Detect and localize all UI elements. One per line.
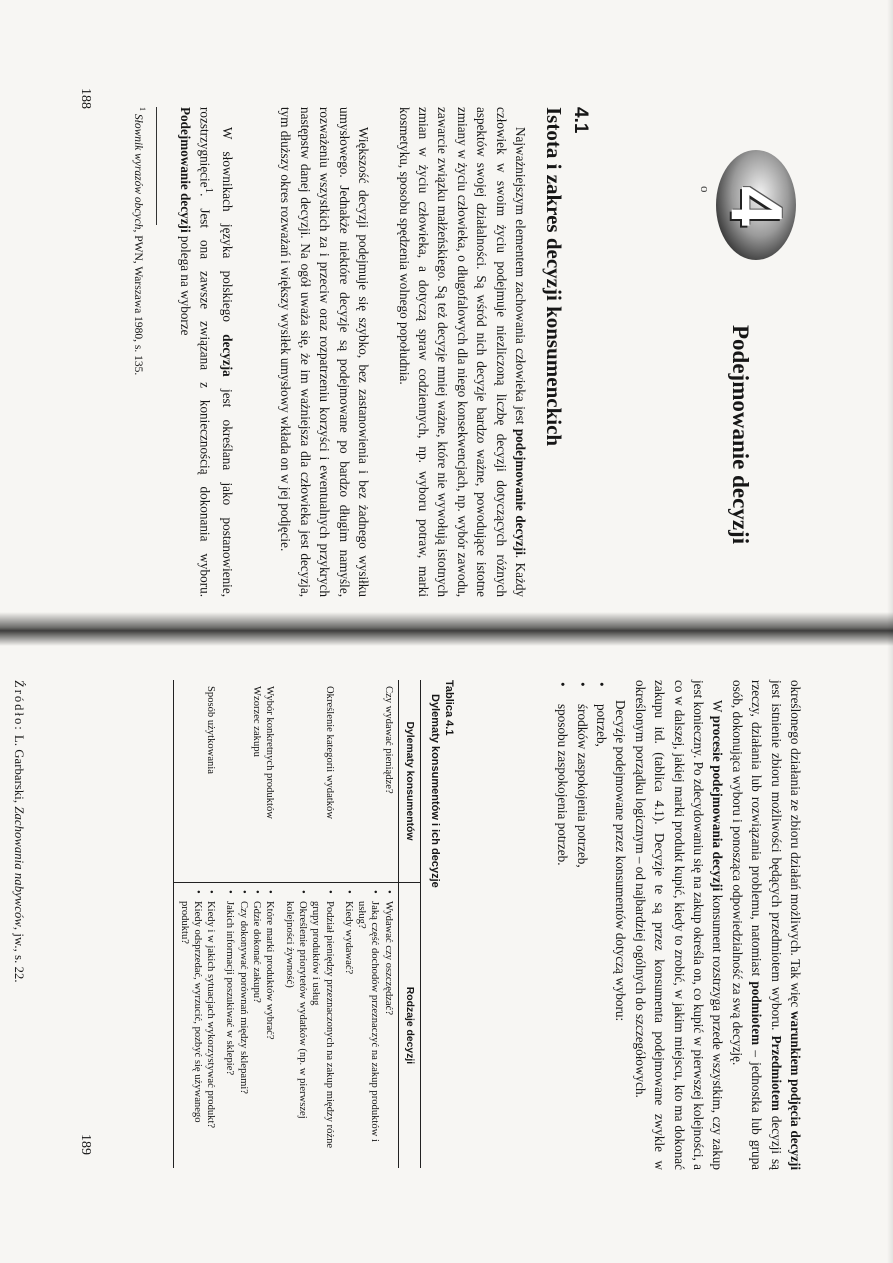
- table-source: [11, 680, 26, 1170]
- footnote-rule: [156, 107, 157, 225]
- source-title: Zachowania nabywców: [12, 806, 26, 927]
- right-page-text: [553, 680, 805, 1170]
- table-header-row: [398, 680, 420, 1168]
- list-item: • Określenie priorytetów wydatków (np. w pierwszej kolejności żywność): [282, 901, 309, 1162]
- dilemma: Czy wydawać pieniądze?: [382, 686, 394, 794]
- text: Większość decyzji podejmuje się szybko, bez zastanowienia i bez żadnego wysiłku umysłowego. Jednakże niektóre decyzje są podejmowane po bardzo długim namyśle, rozważeniu wszystkich za i przeciw oraz rozpatrzeniu korzyści i ewentualnych przykrych następstw danej decyzji. Na ogół uważa się, że im ważniejsza dla człowieka jest decyzja, tym dłuższy okres rozważań i większy wysiłek umysłowy wkłada on w jej podjęcie.: [278, 107, 371, 597]
- text: jest określana jako postanowienie, rozstrzygnięcie: [197, 107, 235, 597]
- list-item: • Kiedy i w jakich sytuacjach wykorzystywać produkt?: [204, 901, 217, 1162]
- table-row: [174, 680, 220, 1168]
- chapter-mark: o: [698, 186, 713, 193]
- list-item: • Kiedy odsprzedać, wyrzucić, pozbyć się używanego produktu?: [177, 901, 204, 1162]
- table-cell: [279, 680, 338, 883]
- footnote-marker: 1: [138, 107, 147, 111]
- term: podmiotem: [749, 981, 765, 1046]
- text: określonego działania ze zbioru działań możliwych. Tak więc: [788, 680, 803, 1012]
- text: Najważniejszym elementem zachowania człowieka jest: [513, 127, 528, 429]
- column-header: Dylematy konsumentów: [398, 680, 420, 883]
- list-item: • sposobu zaspokojenia potrzeb.: [553, 704, 572, 1170]
- term: decyzja: [220, 334, 235, 377]
- table-row: [279, 680, 338, 1168]
- source-label: Źródło:: [12, 680, 26, 732]
- table-caption: Dylematy konsumentów i ich decyzje: [429, 694, 441, 888]
- text: jest istnienie zbioru możliwości będących przedmiotem wyboru.: [768, 680, 784, 1036]
- text: W: [710, 700, 726, 716]
- list-item: • środków zaspokojenia potrzeb,: [572, 704, 591, 1170]
- table-cell: [339, 680, 399, 883]
- bullet-list: [553, 680, 611, 1170]
- text: decyzji są rzeczy, działania lub rozwiązania problemu, natomiast: [749, 680, 784, 1170]
- list-item: • Jakich informacji poszukiwać w sklepie?: [223, 901, 236, 1162]
- source-text: , jw., s. 22.: [12, 926, 26, 983]
- table-cell: [279, 883, 338, 1169]
- footnote-ref: 1: [202, 187, 215, 194]
- list-item: • Kiedy wydawać?: [342, 901, 355, 1162]
- decision-list: [223, 889, 276, 1162]
- section-number: 4.1: [570, 107, 591, 134]
- list-item: • Które marki produktów wybrać?: [263, 901, 276, 1162]
- paragraph-1: [394, 107, 530, 597]
- text: – jednostka lub grupa osób, dokonująca wyboru i ponosząca odpowiedzialność za swą decyzję.: [729, 680, 765, 1171]
- decision-list: [177, 889, 217, 1162]
- term: procesie podejmowania decyzji: [710, 715, 726, 892]
- list-item: • Jaką część dochodów przeznaczyć na zakup produktów i usług?: [355, 901, 382, 1162]
- paragraph-3: [175, 107, 237, 597]
- list-item: • Wydawać czy oszczędzać?: [381, 901, 394, 1162]
- page-number: 189: [78, 1134, 93, 1155]
- text: . Każdy człowiek w swoim życiu podejmuje niezliczoną liczbę decyzji dotyczących różnych aspektów swojej działalności. Są wśród nich decyzje bardzo ważne, powodujące istotne zmiany w życiu człowieka, o długofalowych dla niego konsekwencjach, np. wybór zawodu, zawarcie związku małżeńskiego. Są też decyzje mniej ważne, które nie wywołują istotnych zmian w życiu człowieka, a dotyczą spraw codziennych, np. wyboru potraw, marki kosmetyku, sposobu spędzenia wolnego popołudnia.: [396, 107, 528, 598]
- section-title: Istota i zakres decyzji konsumenckich: [542, 107, 566, 447]
- list-item: • potrzeb,: [592, 704, 611, 1170]
- source-text: L. Garbarski,: [12, 731, 26, 807]
- table-cell: [174, 883, 220, 1169]
- footnote-text: , PWN, Warszawa 1980, s. 135.: [132, 229, 145, 376]
- column-header: Rodzaje decyzji: [398, 883, 420, 1169]
- chapter-number: 4: [716, 185, 796, 227]
- table-cell: [174, 680, 220, 883]
- dilemmas-table: [173, 680, 421, 1168]
- page-number: 188: [78, 88, 93, 109]
- book-spine-shadow: [0, 612, 893, 646]
- text: Decyzje podejmowane przez konsumentów dotyczą wyboru:: [613, 700, 629, 1022]
- footnote: [131, 107, 149, 597]
- table-cell: [220, 680, 279, 883]
- dilemma: Sposób użytkowania: [205, 686, 217, 774]
- list-item: • Podział pieniędzy przeznaczonych na zakup między różne grupy produktów i usług: [309, 901, 336, 1162]
- table-cell: [220, 883, 279, 1169]
- table-label: [428, 680, 456, 888]
- table-row: [220, 680, 279, 1168]
- chapter-title: Podejmowanie decyzji: [728, 325, 753, 545]
- text: W słownikach języka polskiego: [220, 127, 235, 335]
- paragraph-2: [276, 107, 373, 597]
- dilemma: Wybór konkretnych produktów: [264, 686, 276, 819]
- text: konsument rozstrzyga przede wszystkim, czy zakup jest konieczny. Po zdecydowaniu się na zakup określa on, co kupić w pierwszej kolejności, a co w dalszej, jakiej marki produkt kupić, kiedy to zrobić, w jakim miejscu, kto ma dokonać zakupu itd. (tablica 4.1). Decyzje te są przez konsumenta podejmowane zwykle w określonym porządku logicznym – od najbardziej ogólnych do szczegółowych.: [632, 680, 726, 1170]
- table-cell: [339, 883, 399, 1169]
- table-row: [339, 680, 399, 1168]
- term: Przedmiotem: [768, 1035, 784, 1111]
- term: Podejmowanie decyzji: [177, 107, 193, 233]
- dilemma: Określenie kategorii wydatków: [323, 686, 335, 819]
- dilemma: Wzorzec zakupu: [251, 686, 263, 757]
- left-page: [0, 0, 893, 612]
- decision-list: [342, 889, 395, 1162]
- text: polega na wyborze: [177, 232, 193, 336]
- list-item: • Czy dokonywać porównań między sklepami?: [236, 901, 249, 1162]
- term: warunkiem podjęcia decyzji: [788, 1011, 803, 1170]
- list-item: • Gdzie dokonać zakupu?: [250, 901, 263, 1162]
- term: podejmowanie decyzji: [513, 428, 528, 555]
- text: . Jest ona zawsze związana z koniecznością dokonania wyboru.: [197, 193, 213, 597]
- table-number: Tablica 4.1: [443, 680, 455, 736]
- footnote-title: Słownik wyrazów obcych: [132, 113, 145, 230]
- decision-list: [282, 889, 335, 1162]
